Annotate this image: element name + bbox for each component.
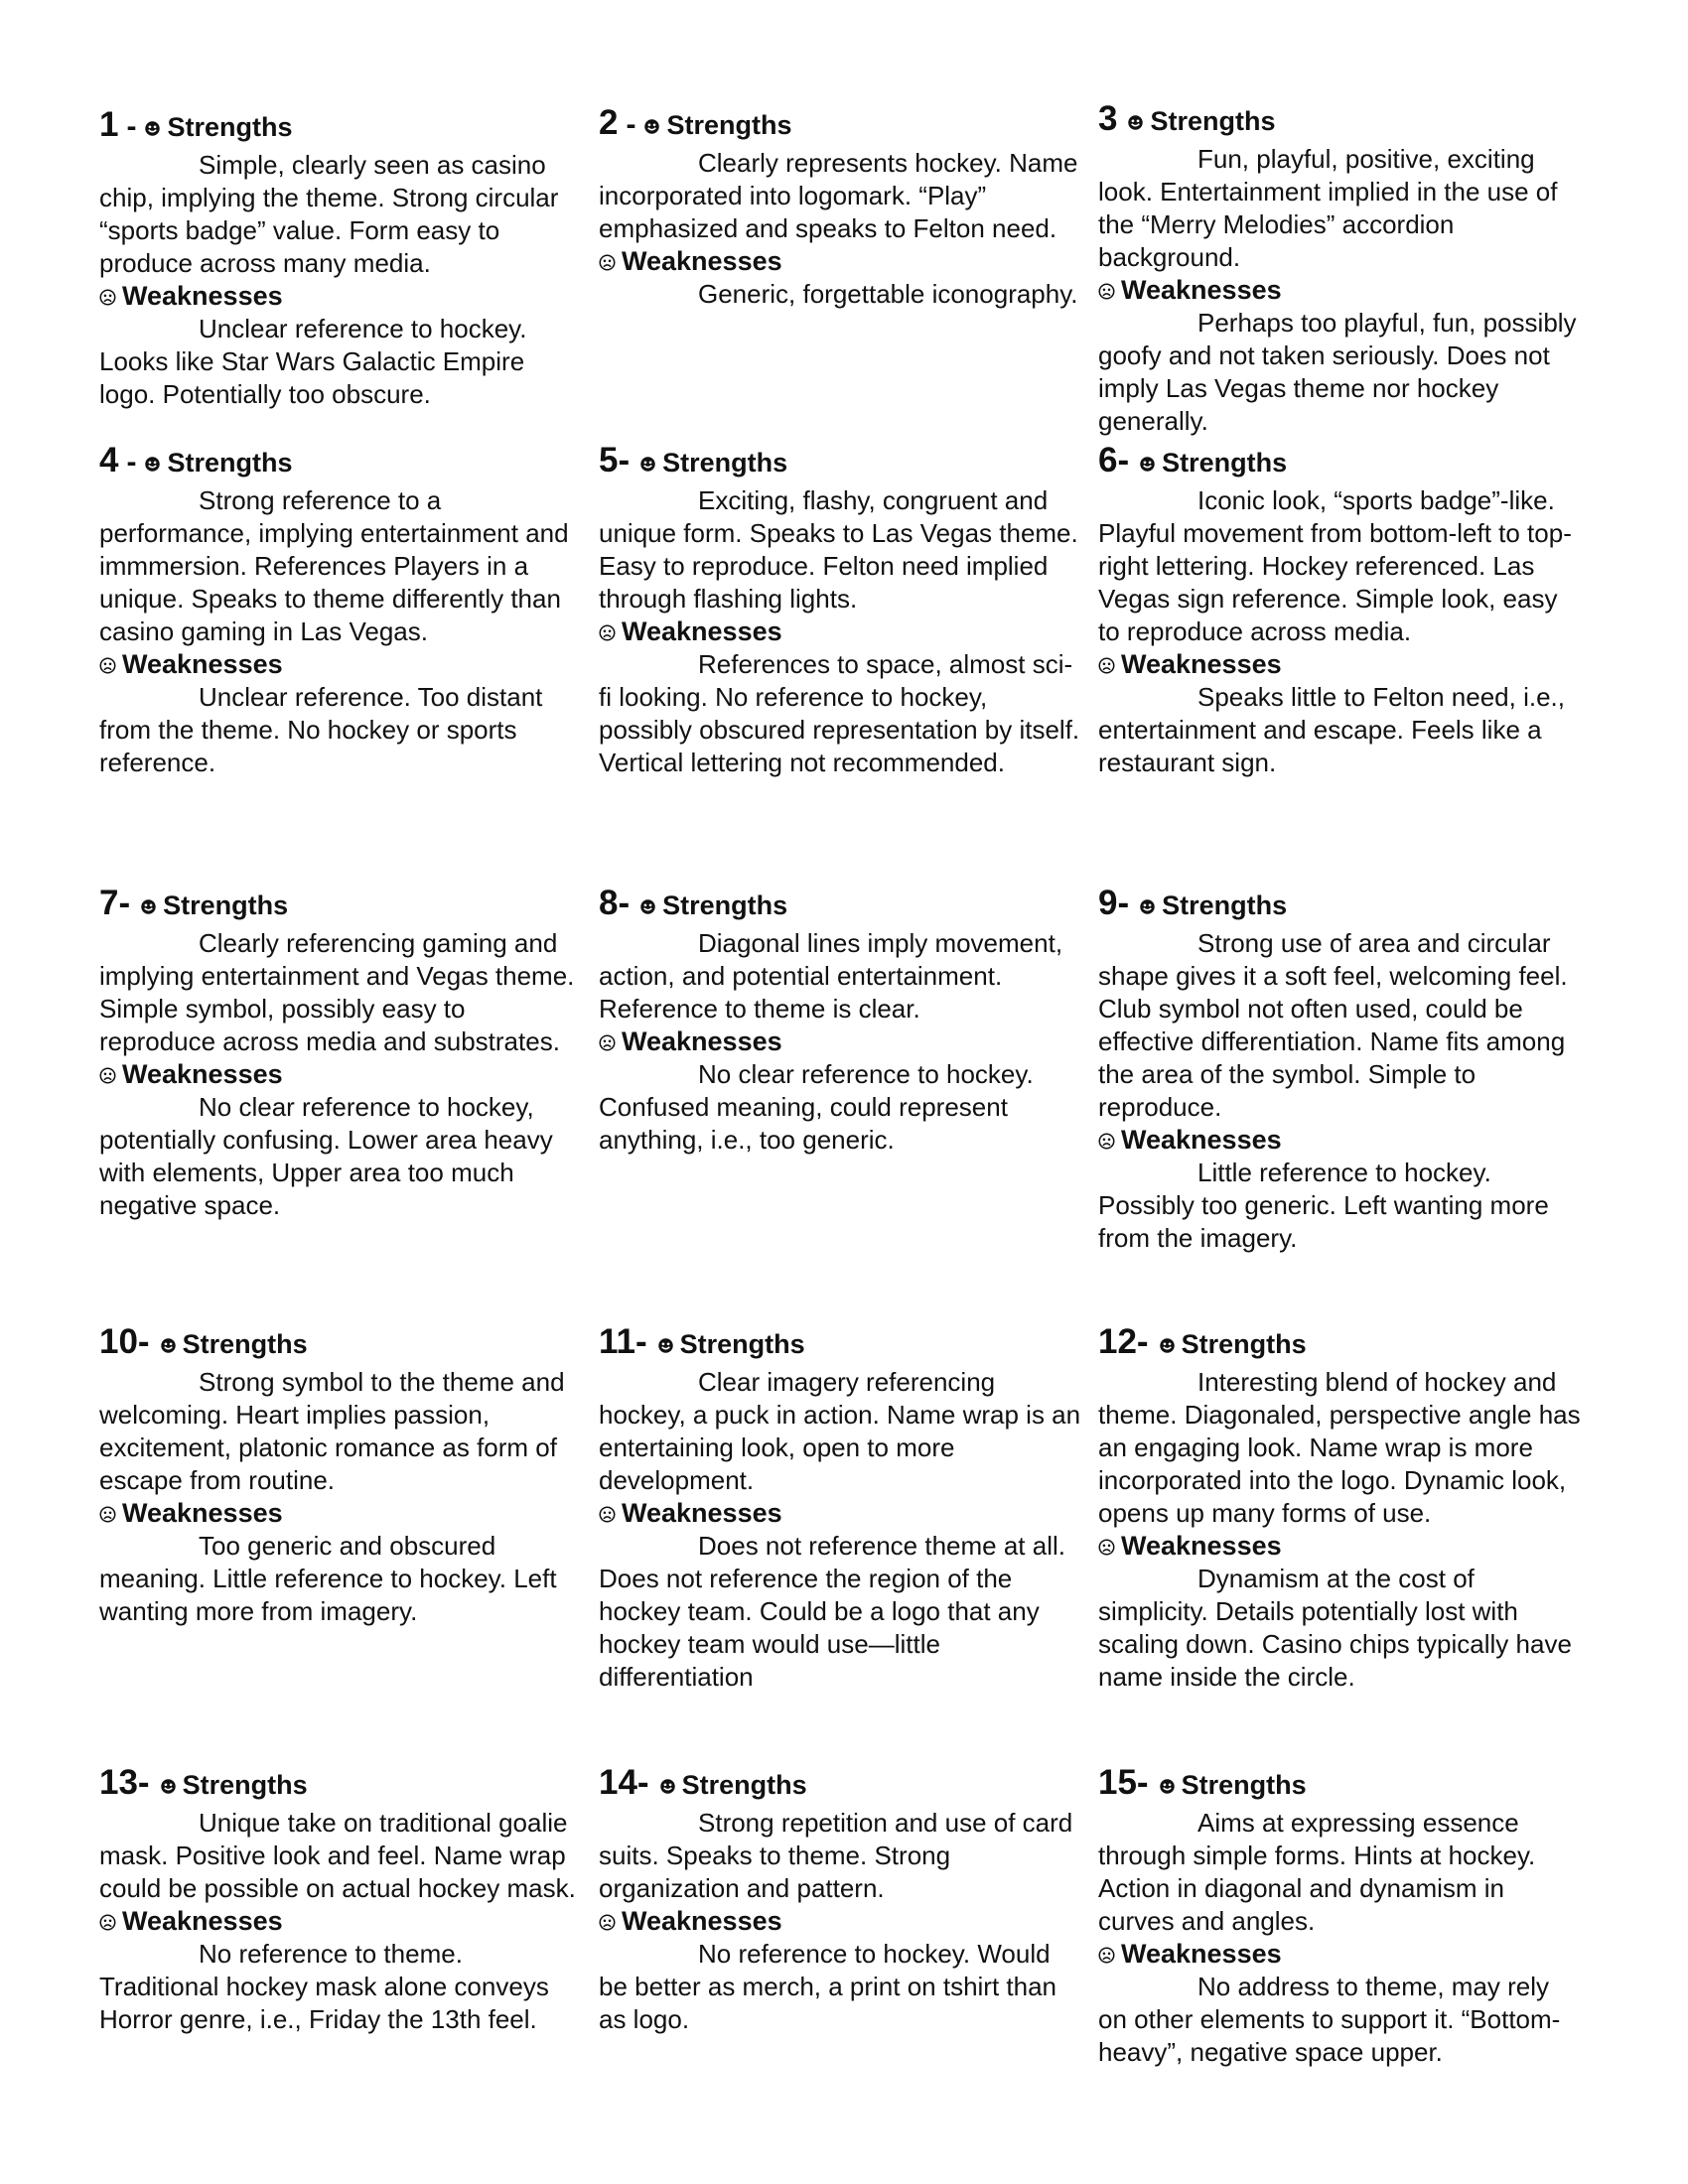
strengths-heading <box>99 884 586 927</box>
weaknesses-heading <box>1098 1938 1585 1971</box>
smiley-icon <box>140 898 157 915</box>
strengths-heading <box>1098 1322 1585 1366</box>
strengths-heading <box>599 884 1085 927</box>
strengths-text: Interesting blend of hockey and theme. Diagonaled, perspective angle has an engaging look. Name wrap is more incorporated into the logo. Dynamic look, opens up many forms of use. <box>1098 1367 1581 1528</box>
weaknesses-text: No clear reference to hockey, potentially confusing. Lower area heavy with elements, Upper area too much negative space. <box>99 1092 553 1220</box>
weaknesses-label: Weaknesses <box>622 1906 782 1936</box>
weaknesses-heading <box>1098 1124 1585 1157</box>
strengths-label: Strengths <box>1150 106 1276 136</box>
weaknesses-label: Weaknesses <box>1121 649 1282 679</box>
weaknesses-text: No address to theme, may rely on other elements to support it. “Bottom-heavy”, negative space upper. <box>1098 1972 1561 2067</box>
strengths-text: Strong repetition and use of card suits. Speaks to theme. Strong organization and pattern. <box>599 1808 1073 1903</box>
weaknesses-text: Perhaps too playful, fun, possibly goofy and not taken seriously. Does not imply Las Vegas theme nor hockey generally. <box>1098 308 1577 436</box>
weaknesses-text: Unclear reference to hockey. Looks like Star Wars Galactic Empire logo. Potentially too obscure. <box>99 314 527 409</box>
entry-number: 4 <box>99 441 119 479</box>
weaknesses-label: Weaknesses <box>122 649 283 679</box>
entry-number: 7- <box>99 884 131 922</box>
strengths-heading <box>1098 99 1585 143</box>
weaknesses-heading <box>599 1025 1085 1058</box>
strengths-heading <box>99 1763 586 1807</box>
strengths-text: Aims at expressing essence through simple forms. Hints at hockey. Action in diagonal and dynamism in curves and angles. <box>1098 1808 1536 1936</box>
smiley-icon <box>639 456 656 473</box>
smiley-icon <box>1139 456 1156 473</box>
frown-icon <box>599 624 616 641</box>
weaknesses-text: Little reference to hockey. Possibly too generic. Left wanting more from the imagery. <box>1098 1158 1549 1253</box>
frown-icon <box>599 1914 616 1931</box>
entry-number: 3 <box>1098 99 1118 138</box>
smiley-icon <box>1139 898 1156 915</box>
frown-icon <box>1098 657 1115 674</box>
weaknesses-label: Weaknesses <box>1121 1125 1282 1155</box>
entry-separator: - <box>626 108 636 141</box>
weaknesses-label: Weaknesses <box>622 616 782 646</box>
frown-icon <box>1098 1947 1115 1964</box>
frown-icon <box>1098 283 1115 300</box>
frown-icon <box>99 1914 116 1931</box>
strengths-heading <box>99 441 586 484</box>
entry-number: 8- <box>599 884 631 922</box>
frown-icon <box>599 254 616 271</box>
entry-11 <box>599 1322 1085 1694</box>
weaknesses-heading <box>99 1905 586 1938</box>
weaknesses-heading <box>99 648 586 681</box>
weaknesses-text: Does not reference theme at all. Does not reference the region of the hockey team. Could be a logo that any hockey team would use—little differentiation <box>599 1531 1065 1692</box>
entry-number: 1 <box>99 105 119 144</box>
weaknesses-text: No reference to hockey. Would be better as merch, a print on tshirt than as logo. <box>599 1939 1057 2034</box>
weaknesses-label: Weaknesses <box>1121 1531 1282 1561</box>
strengths-text: Clearly referencing gaming and implying entertainment and Vegas theme. Simple symbol, possibly easy to reproduce across media and substrates. <box>99 928 575 1056</box>
strengths-label: Strengths <box>1181 1329 1307 1359</box>
entry-8 <box>599 884 1085 1157</box>
strengths-text: Strong symbol to the theme and welcoming. Heart implies passion, excitement, platonic romance as form of escape from routine. <box>99 1367 565 1495</box>
entry-15 <box>1098 1763 1585 2069</box>
weaknesses-text: Generic, forgettable iconography. <box>698 279 1078 309</box>
entry-6 <box>1098 441 1585 779</box>
strengths-label: Strengths <box>167 448 293 478</box>
strengths-label: Strengths <box>679 1329 805 1359</box>
strengths-heading <box>99 1322 586 1366</box>
strengths-label: Strengths <box>662 890 788 920</box>
entry-5 <box>599 441 1085 779</box>
smiley-icon <box>639 898 656 915</box>
entry-10 <box>99 1322 586 1628</box>
strengths-label: Strengths <box>662 448 788 478</box>
weaknesses-text: Too generic and obscured meaning. Little reference to hockey. Left wanting more from imagery. <box>99 1531 557 1626</box>
entry-separator: - <box>126 446 137 478</box>
smiley-icon <box>160 1337 177 1354</box>
weaknesses-heading <box>99 1497 586 1530</box>
strengths-heading <box>1098 441 1585 484</box>
weaknesses-heading <box>599 615 1085 648</box>
weaknesses-heading <box>99 280 586 313</box>
strengths-label: Strengths <box>681 1770 807 1800</box>
strengths-label: Strengths <box>163 890 289 920</box>
entry-9 <box>1098 884 1585 1255</box>
entry-3 <box>1098 99 1585 438</box>
frown-icon <box>599 1506 616 1523</box>
strengths-text: Clearly represents hockey. Name incorporated into logomark. “Play” emphasized and speaks to Felton need. <box>599 148 1078 243</box>
strengths-label: Strengths <box>1162 890 1288 920</box>
smiley-icon <box>160 1778 177 1795</box>
weaknesses-label: Weaknesses <box>122 1059 283 1089</box>
entry-number: 10- <box>99 1322 150 1361</box>
entry-number: 13- <box>99 1763 150 1802</box>
smiley-icon <box>1159 1778 1176 1795</box>
strengths-label: Strengths <box>666 110 792 140</box>
frown-icon <box>1098 1133 1115 1150</box>
weaknesses-heading <box>599 1905 1085 1938</box>
weaknesses-text: No clear reference to hockey. Confused meaning, could represent anything, i.e., too generic. <box>599 1059 1034 1155</box>
strengths-label: Strengths <box>1162 448 1288 478</box>
entry-number: 12- <box>1098 1322 1149 1361</box>
weaknesses-heading <box>1098 1530 1585 1563</box>
entry-4 <box>99 441 586 779</box>
weaknesses-label: Weaknesses <box>622 1498 782 1528</box>
smiley-icon <box>144 456 161 473</box>
weaknesses-text: No reference to theme. Traditional hockey mask alone conveys Horror genre, i.e., Friday the 13th feel. <box>99 1939 549 2034</box>
frown-icon <box>99 1506 116 1523</box>
weaknesses-heading <box>1098 274 1585 307</box>
weaknesses-text: Speaks little to Felton need, i.e., entertainment and escape. Feels like a restaurant sign. <box>1098 682 1565 777</box>
strengths-text: Clear imagery referencing hockey, a puck in action. Name wrap is an entertaining look, open to more development. <box>599 1367 1081 1495</box>
strengths-text: Unique take on traditional goalie mask. Positive look and feel. Name wrap could be possible on actual hockey mask. <box>99 1808 576 1903</box>
entry-number: 15- <box>1098 1763 1149 1802</box>
frown-icon <box>1098 1539 1115 1556</box>
entry-1 <box>99 105 586 411</box>
smiley-icon <box>1127 114 1144 131</box>
weaknesses-text: References to space, almost sci-fi looking. No reference to hockey, possibly obscured representation by itself. Vertical lettering not recommended. <box>599 649 1080 777</box>
weaknesses-text: Unclear reference. Too distant from the theme. No hockey or sports reference. <box>99 682 543 777</box>
weaknesses-heading <box>99 1058 586 1091</box>
strengths-heading <box>1098 1763 1585 1807</box>
strengths-label: Strengths <box>167 112 293 142</box>
strengths-heading <box>1098 884 1585 927</box>
strengths-heading <box>599 1763 1085 1807</box>
strengths-text: Strong reference to a performance, implying entertainment and immmersion. References Players in a unique. Speaks to theme differently than casino gaming in Las Vegas. <box>99 485 569 646</box>
entry-number: 6- <box>1098 441 1130 479</box>
strengths-text: Diagonal lines imply movement, action, and potential entertainment. Reference to theme is clear. <box>599 928 1063 1024</box>
weaknesses-label: Weaknesses <box>122 281 283 311</box>
frown-icon <box>599 1034 616 1051</box>
strengths-label: Strengths <box>1181 1770 1307 1800</box>
smiley-icon <box>144 120 161 137</box>
weaknesses-label: Weaknesses <box>1121 275 1282 305</box>
weaknesses-heading <box>599 1497 1085 1530</box>
strengths-label: Strengths <box>182 1329 308 1359</box>
entry-13 <box>99 1763 586 2036</box>
frown-icon <box>99 289 116 306</box>
weaknesses-heading <box>1098 648 1585 681</box>
strengths-text: Exciting, flashy, congruent and unique form. Speaks to Las Vegas theme. Easy to reproduce. Felton need implied through flashing lights. <box>599 485 1078 614</box>
weaknesses-heading <box>599 245 1085 278</box>
entry-separator: - <box>126 110 137 143</box>
smiley-icon <box>1159 1337 1176 1354</box>
smiley-icon <box>657 1337 674 1354</box>
strengths-heading <box>599 1322 1085 1366</box>
entry-number: 9- <box>1098 884 1130 922</box>
weaknesses-label: Weaknesses <box>622 1026 782 1056</box>
entry-number: 14- <box>599 1763 649 1802</box>
strengths-text: Simple, clearly seen as casino chip, implying the theme. Strong circular “sports badge” value. Form easy to produce across many media. <box>99 150 559 278</box>
weaknesses-label: Weaknesses <box>122 1906 283 1936</box>
strengths-text: Iconic look, “sports badge”-like. Playful movement from bottom-left to top-right lettering. Hockey referenced. Las Vegas sign reference. Simple look, easy to reproduce across media. <box>1098 485 1572 646</box>
entry-12 <box>1098 1322 1585 1694</box>
weaknesses-label: Weaknesses <box>1121 1939 1282 1969</box>
entry-number: 5- <box>599 441 631 479</box>
entry-7 <box>99 884 586 1222</box>
strengths-text: Fun, playful, positive, exciting look. Entertainment implied in the use of the “Merry Melodies” accordion background. <box>1098 144 1558 272</box>
weaknesses-label: Weaknesses <box>122 1498 283 1528</box>
smiley-icon <box>643 118 660 135</box>
strengths-heading <box>599 103 1085 147</box>
strengths-heading <box>599 441 1085 484</box>
weaknesses-text: Dynamism at the cost of simplicity. Details potentially lost with scaling down. Casino chips typically have name inside the circle. <box>1098 1564 1572 1692</box>
weaknesses-label: Weaknesses <box>622 246 782 276</box>
strengths-label: Strengths <box>182 1770 308 1800</box>
entry-2 <box>599 103 1085 311</box>
strengths-text: Strong use of area and circular shape gives it a soft feel, welcoming feel. Club symbol not often used, could be effective differentiation. Name fits among the area of the symbol. Simple to reproduce. <box>1098 928 1568 1122</box>
entry-number: 11- <box>599 1322 647 1361</box>
entry-number: 2 <box>599 103 619 142</box>
entry-14 <box>599 1763 1085 2036</box>
frown-icon <box>99 1067 116 1084</box>
frown-icon <box>99 657 116 674</box>
strengths-heading <box>99 105 586 149</box>
smiley-icon <box>659 1778 676 1795</box>
